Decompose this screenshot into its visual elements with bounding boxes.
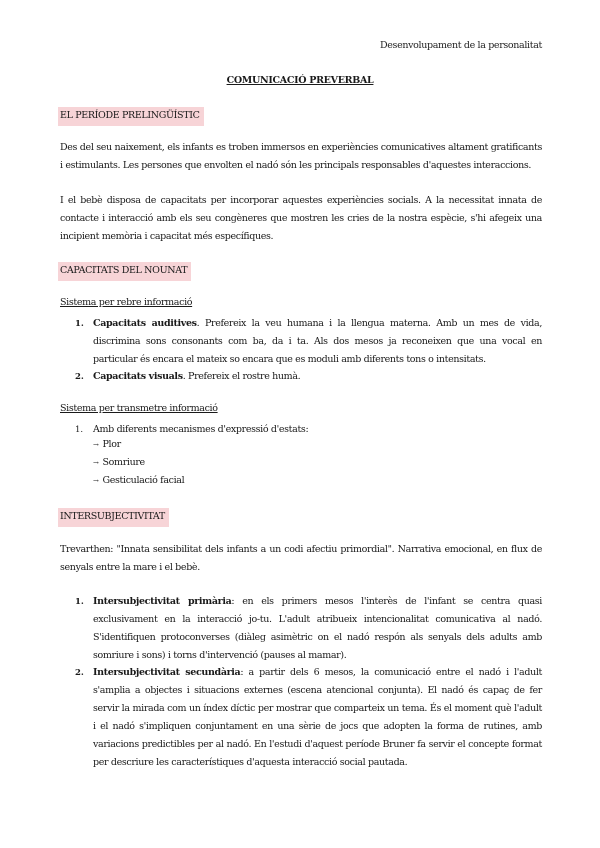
list-number: 1.: [75, 319, 84, 329]
document-title: COMUNICACIÓ PREVERBAL: [226, 75, 374, 86]
item-text: : a partir dels 6 mesos, la comunicació entre el nadó i l'adult s'amplia a objectes i situacions externes (escena atencional conjunta). El nadó és capaç de fer servir la mirada com un índex díctic per mostrar que comparteix un tema. És el moment què l'adult i el nadó s'impliquen conjuntament en una sèrie de jocs que adopten la forma de rutines, amb variacions predictibles per al nadó. En l'estudi d'aquest període Bruner fa servir el concepte format per descriure les característiques d'aquesta interacció social pautada.: [93, 667, 542, 768]
list-number: 2.: [75, 668, 84, 678]
paragraph-trevarthen: Trevarthen: "Innata sensibilitat dels infants a un codi afectiu primordial". Narrativa emocional, en flux de senyals entre la mare i el bebè.: [60, 544, 542, 573]
list-number: 1.: [75, 425, 84, 435]
sub-list-item-cry: → Plor: [93, 439, 121, 450]
item-term: Capacitats visuals: [93, 371, 183, 382]
list-number: 1.: [75, 597, 84, 607]
section-heading-intersubjectivity: INTERSUBJECTIVITAT: [58, 508, 169, 527]
list-number: 2.: [75, 372, 84, 382]
list-item-visual: [93, 368, 542, 386]
list-item-auditory: [93, 315, 542, 369]
list-item-primary: [93, 593, 542, 665]
arrow-icon: →: [93, 441, 99, 449]
item-text: . Prefereix el rostre humà.: [182, 371, 301, 382]
arrow-icon: →: [93, 477, 99, 485]
running-header: Desenvolupament de la personalitat: [380, 40, 542, 51]
section-heading-newborn-capacities: CAPACITATS DEL NOUNAT: [58, 262, 191, 281]
item-text: : en els primers mesos l'interès de l'infant se centra quasi exclusivament en la interacció jo-tu. L'adult atribueix intencionalitat comunicativa al nadó. S'identifiquen protoconverses (diàleg asimètric on el nadó respón als senyals dels adults amb somriure i sons) i torns d'intervenció (pauses al mamar).: [93, 596, 542, 661]
subheading-transmit-info: Sistema per transmetre informació: [60, 403, 218, 414]
list-item-secondary: [93, 664, 542, 772]
item-text: . Prefereix la veu humana i la llengua materna. Amb un mes de vida, discrimina sons consonants com ba, da i ta. Als dos mesos ja reconeixen que una vocal en particular és encara el mateix so encara que es moduli amb diferents tons o intensitats.: [93, 318, 542, 365]
subheading-receive-info: Sistema per rebre informació: [60, 297, 193, 308]
item-term: Capacitats auditives: [93, 318, 197, 329]
sub-list-item-smile: → Somriure: [93, 457, 145, 468]
section-heading-prelinguistic: EL PERÍODE PRELINGÜÍSTIC: [58, 107, 204, 126]
sub-list-item-facial: → Gesticulació facial: [93, 475, 185, 486]
paragraph-intro-1: Des del seu naixement, els infants es troben immersos en experiències comunicatives altament gratificants i estimulants. Les persones que envolten el nadó són les principals responsables d'aquestes interaccions.: [60, 142, 542, 171]
paragraph-intro-2: I el bebè disposa de capacitats per incorporar aquestes experiències socials. A la necessitat innata de contacte i interacció amb els seu congèneres que mostren les cries de la nostra espècie, s'hi afegeix una incipient memòria i capacitat més específiques.: [60, 195, 542, 242]
item-term: Intersubjectivitat primària: [93, 596, 232, 607]
list-item-mechanisms: Amb diferents mecanismes d'expressió d'estats:: [93, 424, 309, 435]
arrow-icon: →: [93, 459, 99, 467]
item-term: Intersubjectivitat secundària: [93, 667, 241, 678]
